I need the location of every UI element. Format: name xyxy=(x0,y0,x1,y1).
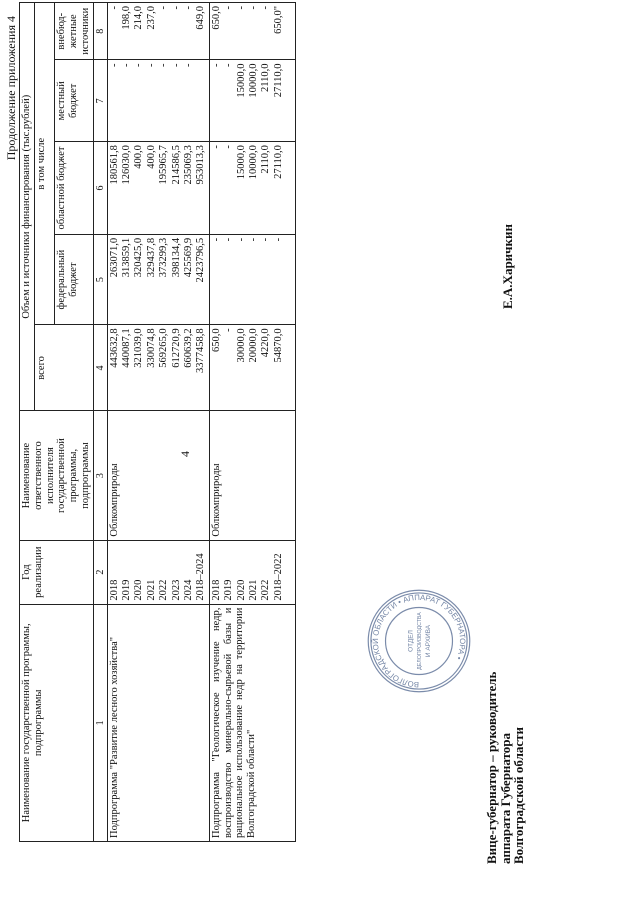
regional-value: - xyxy=(223,145,235,149)
local-value: - xyxy=(158,63,170,67)
page-number: 4 xyxy=(178,451,192,457)
federal-value: 313859,1 xyxy=(121,237,133,278)
subprogram-name: Подпрограмма "Геологическое изучение недр, воспроизводство минерально-сырьевой базы и рациональное использование недр на территории Волгоградской области" xyxy=(209,604,295,841)
years-value: 2021 xyxy=(145,579,157,601)
federal-value: 263071,0 xyxy=(108,237,120,278)
column-number: 7 xyxy=(93,60,107,142)
column-number: 6 xyxy=(93,142,107,235)
extra-value: - xyxy=(247,6,259,10)
header-extra: внебюд-жетные источники xyxy=(55,3,93,60)
official-seal xyxy=(365,587,473,695)
federal-value: - xyxy=(223,237,235,242)
federal-value: - xyxy=(272,237,284,242)
header-total: всего xyxy=(34,325,93,411)
local-value: 27110,0 xyxy=(272,63,284,98)
regional-value: 214586,5 xyxy=(170,145,182,185)
header-program: Наименование государственной программы, подпрограммы xyxy=(20,604,94,841)
total-value: 612720,9 xyxy=(170,328,182,368)
local-cell xyxy=(209,60,295,142)
signer-position-line: Вице-губернатор – руководитель xyxy=(484,671,499,864)
extra-value: - xyxy=(235,6,247,10)
years-value: 2024 xyxy=(183,579,195,601)
years-value: 2018–2024 xyxy=(195,553,207,601)
extra-value: - xyxy=(170,6,182,10)
total-value: 569265,0 xyxy=(158,328,170,368)
extra-value: 237,0 xyxy=(145,6,157,30)
federal-value: 373299,3 xyxy=(158,237,170,278)
federal-value: 320425,0 xyxy=(133,237,145,278)
regional-value: 235069,3 xyxy=(183,145,195,185)
signer-name: Е.А.Харичкин xyxy=(500,224,515,309)
local-value: - xyxy=(133,63,145,67)
header-federal: федеральный бюджет xyxy=(55,234,93,325)
regional-value: 2110,0 xyxy=(260,145,272,174)
regional-value: - xyxy=(210,145,222,149)
extra-value: - xyxy=(108,6,120,10)
header-local: местный бюджет xyxy=(55,60,93,142)
years-value: 2022 xyxy=(158,579,170,601)
seal-inner-text: ДЕЛОПРОИЗВОДСТВА xyxy=(417,612,424,670)
total-value: 660639,2 xyxy=(183,328,195,368)
local-value: 10000,0 xyxy=(247,63,259,98)
federal-value: - xyxy=(210,237,222,242)
local-value: 2110,0 xyxy=(260,63,272,92)
header-executor: Наименование ответственного исполнителя государственной программы, подпрограммы xyxy=(20,411,94,540)
total-value: 30000,0 xyxy=(235,328,247,363)
federal-value: - xyxy=(260,237,272,242)
header-year: Год реализации xyxy=(20,540,94,604)
column-number: 4 xyxy=(93,325,107,411)
extra-value: 650,0 xyxy=(210,6,222,30)
federal-value: 425569,9 xyxy=(183,237,195,278)
federal-cell xyxy=(209,234,295,325)
years-value: 2020 xyxy=(133,579,145,601)
column-number: 3 xyxy=(93,411,107,540)
signature-block xyxy=(485,672,526,864)
seal-inner-text: И АРХИВА xyxy=(424,624,432,658)
subprogram-row xyxy=(209,3,295,842)
total-value: 4220,0 xyxy=(260,328,272,358)
signer-position-line: Волгоградской области xyxy=(511,726,527,864)
executor-cell: Облкомприроды xyxy=(209,411,295,540)
total-cell xyxy=(209,325,295,411)
total-value: 443632,8 xyxy=(108,328,120,368)
extra-value: 214,0 xyxy=(133,6,145,30)
local-cell xyxy=(107,60,209,142)
header-including: в том числе xyxy=(34,3,55,325)
years-value: 2018 xyxy=(108,579,120,601)
federal-value: 2423796,5 xyxy=(195,237,207,283)
regional-cell xyxy=(107,142,209,235)
extra-value: 198,0 xyxy=(121,6,133,30)
extra-value: - xyxy=(223,6,235,10)
signer-position-line: аппарата Губернатора xyxy=(497,732,513,864)
years-value: 2021 xyxy=(247,579,259,601)
local-value: - xyxy=(170,63,182,67)
extra-value: - xyxy=(183,6,195,10)
regional-value: 27110,0 xyxy=(272,145,284,179)
total-value: 650,0 xyxy=(210,328,222,353)
total-value: 3377458,8 xyxy=(195,328,207,374)
local-value: - xyxy=(183,63,195,67)
extra-value: 650,0" xyxy=(272,6,284,34)
appendix-label: Продолжение приложения 4 xyxy=(4,16,18,161)
total-value: 321039,0 xyxy=(133,328,145,368)
total-cell xyxy=(107,325,209,411)
local-value: - xyxy=(223,63,235,67)
total-value: 20000,0 xyxy=(247,328,259,363)
total-value: 54870,0 xyxy=(272,328,284,363)
years-value: 2020 xyxy=(235,579,247,601)
extra-value: - xyxy=(260,6,272,10)
extra-cell xyxy=(107,3,209,60)
federal-value: - xyxy=(235,237,247,242)
regional-value: 15000,0 xyxy=(235,145,247,180)
subprogram-row xyxy=(107,3,209,842)
column-number: 8 xyxy=(93,3,107,60)
regional-value: 126030,0 xyxy=(121,145,133,185)
funding-table xyxy=(19,2,296,842)
column-number: 1 xyxy=(93,604,107,841)
total-value: 440087,1 xyxy=(121,328,133,368)
total-value: 330074,8 xyxy=(145,328,157,368)
federal-value: 398134,4 xyxy=(170,237,182,278)
regional-value: 195965,7 xyxy=(158,145,170,185)
extra-cell xyxy=(209,3,295,60)
regional-value: 400,0 xyxy=(133,145,145,169)
subprogram-name: Подпрограмма "Развитие лесного хозяйства" xyxy=(107,604,209,841)
years-value: 2023 xyxy=(170,579,182,601)
local-value: - xyxy=(210,63,222,67)
years-value: 2019 xyxy=(121,579,133,601)
regional-value: 953013,3 xyxy=(195,145,207,185)
column-number-row xyxy=(93,3,107,842)
seal-inner-text: ОТДЕЛ xyxy=(407,630,415,652)
years-value: 2019 xyxy=(223,579,235,601)
years-cell xyxy=(209,540,295,604)
years-cell xyxy=(107,540,209,604)
executor-cell: Облкомприроды xyxy=(107,411,209,540)
regional-cell xyxy=(209,142,295,235)
seal-ring-text: ВОЛГОГРАДСКОЙ ОБЛАСТИ • АППАРАТ ГУБЕРНАТОРА • xyxy=(370,592,468,690)
years-value: 2018 xyxy=(210,579,222,601)
federal-cell xyxy=(107,234,209,325)
federal-value: - xyxy=(247,237,259,242)
column-number: 5 xyxy=(93,234,107,325)
local-value xyxy=(195,63,207,138)
local-value: - xyxy=(145,63,157,67)
local-value: - xyxy=(121,63,133,67)
local-value: - xyxy=(108,63,120,67)
local-value: 15000,0 xyxy=(235,63,247,98)
header-regional: областной бюджет xyxy=(55,142,93,235)
total-value: - xyxy=(223,328,235,332)
years-value: 2018–2022 xyxy=(272,553,284,601)
federal-value: 329437,8 xyxy=(145,237,157,278)
column-number: 2 xyxy=(93,540,107,604)
regional-value: 10000,0 xyxy=(247,145,259,180)
header-funding: Объем и источники финансирования (тыс.рублей) xyxy=(20,3,35,411)
regional-value: 400,0 xyxy=(145,145,157,169)
years-value: 2022 xyxy=(260,579,272,601)
extra-value: - xyxy=(158,6,170,10)
regional-value: 180561,8 xyxy=(108,145,120,185)
extra-value: 649,0 xyxy=(195,6,207,30)
